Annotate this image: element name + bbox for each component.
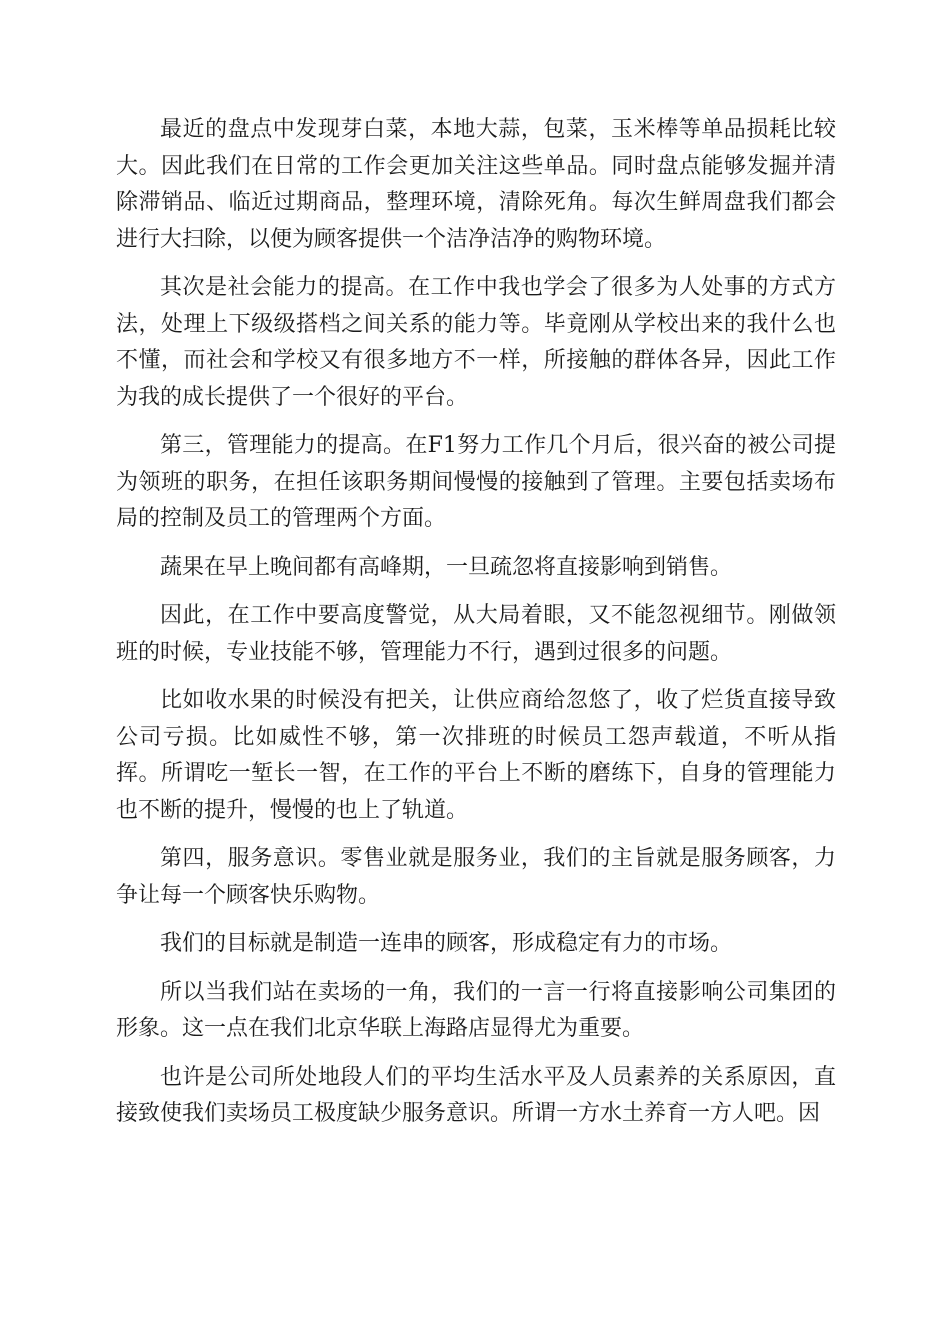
document-body [116,112,836,1145]
paragraph: 所以当我们站在卖场的一角，我们的一言一行将直接影响公司集团的形象。这一点在我们北京华联上海路店显得尤为重要。 [116,979,836,1041]
paragraph: 其次是社会能力的提高。在工作中我也学会了很多为人处事的方式方法，处理上下级级搭档之间关系的能力等。毕竟刚从学校出来的我什么也不懂，而社会和学校又有很多地方不一样，所接触的群体各异，因此工作为我的成长提供了一个很好的平台。 [116,275,836,410]
paragraph: 蔬果在早上晚间都有高峰期，一旦疏忽将直接影响到销售。 [160,554,733,580]
paragraph: 我们的目标就是制造一连串的顾客，形成稳定有力的市场。 [160,931,733,956]
paragraph: 因此，在工作中要高度警觉，从大局着眼，又不能忽视细节。刚做领班的时候，专业技能不够，管理能力不行，遇到过很多的问题。 [116,603,836,665]
paragraph: 也许是公司所处地段人们的平均生活水平及人员素养的关系原因，直接致使我们卖场员工极度缺少服务意识。所谓一方水土养育一方人吧。因 [116,1064,836,1126]
paragraph: 比如收水果的时候没有把关，让供应商给忽悠了，收了烂货直接导致公司亏损。比如威性不够，第一次排班的时候员工怨声载道，不听从指挥。所谓吃一堑长一智，在工作的平台上不断的磨练下，自身的管理能力也不断的提升，慢慢的也上了轨道。 [116,688,836,823]
paragraph: 第三，管理能力的提高。在F1努力工作几个月后，很兴奋的被公司提为领班的职务，在担任该职务期间慢慢的接触到了管理。主要包括卖场布局的控制及员工的管理两个方面。 [116,433,836,531]
paragraph: 第四，服务意识。零售业就是服务业，我们的主旨就是服务顾客，力争让每一个顾客快乐购物。 [116,846,836,908]
paragraph: 最近的盘点中发现芽白菜，本地大蒜，包菜，玉米棒等单品损耗比较大。因此我们在日常的工作会更加关注这些单品。同时盘点能够发掘并清除滞销品、临近过期商品，整理环境，清除死角。每次生鲜周盘我们都会进行大扫除，以便为顾客提供一个洁净洁净的购物环境。 [116,117,836,252]
